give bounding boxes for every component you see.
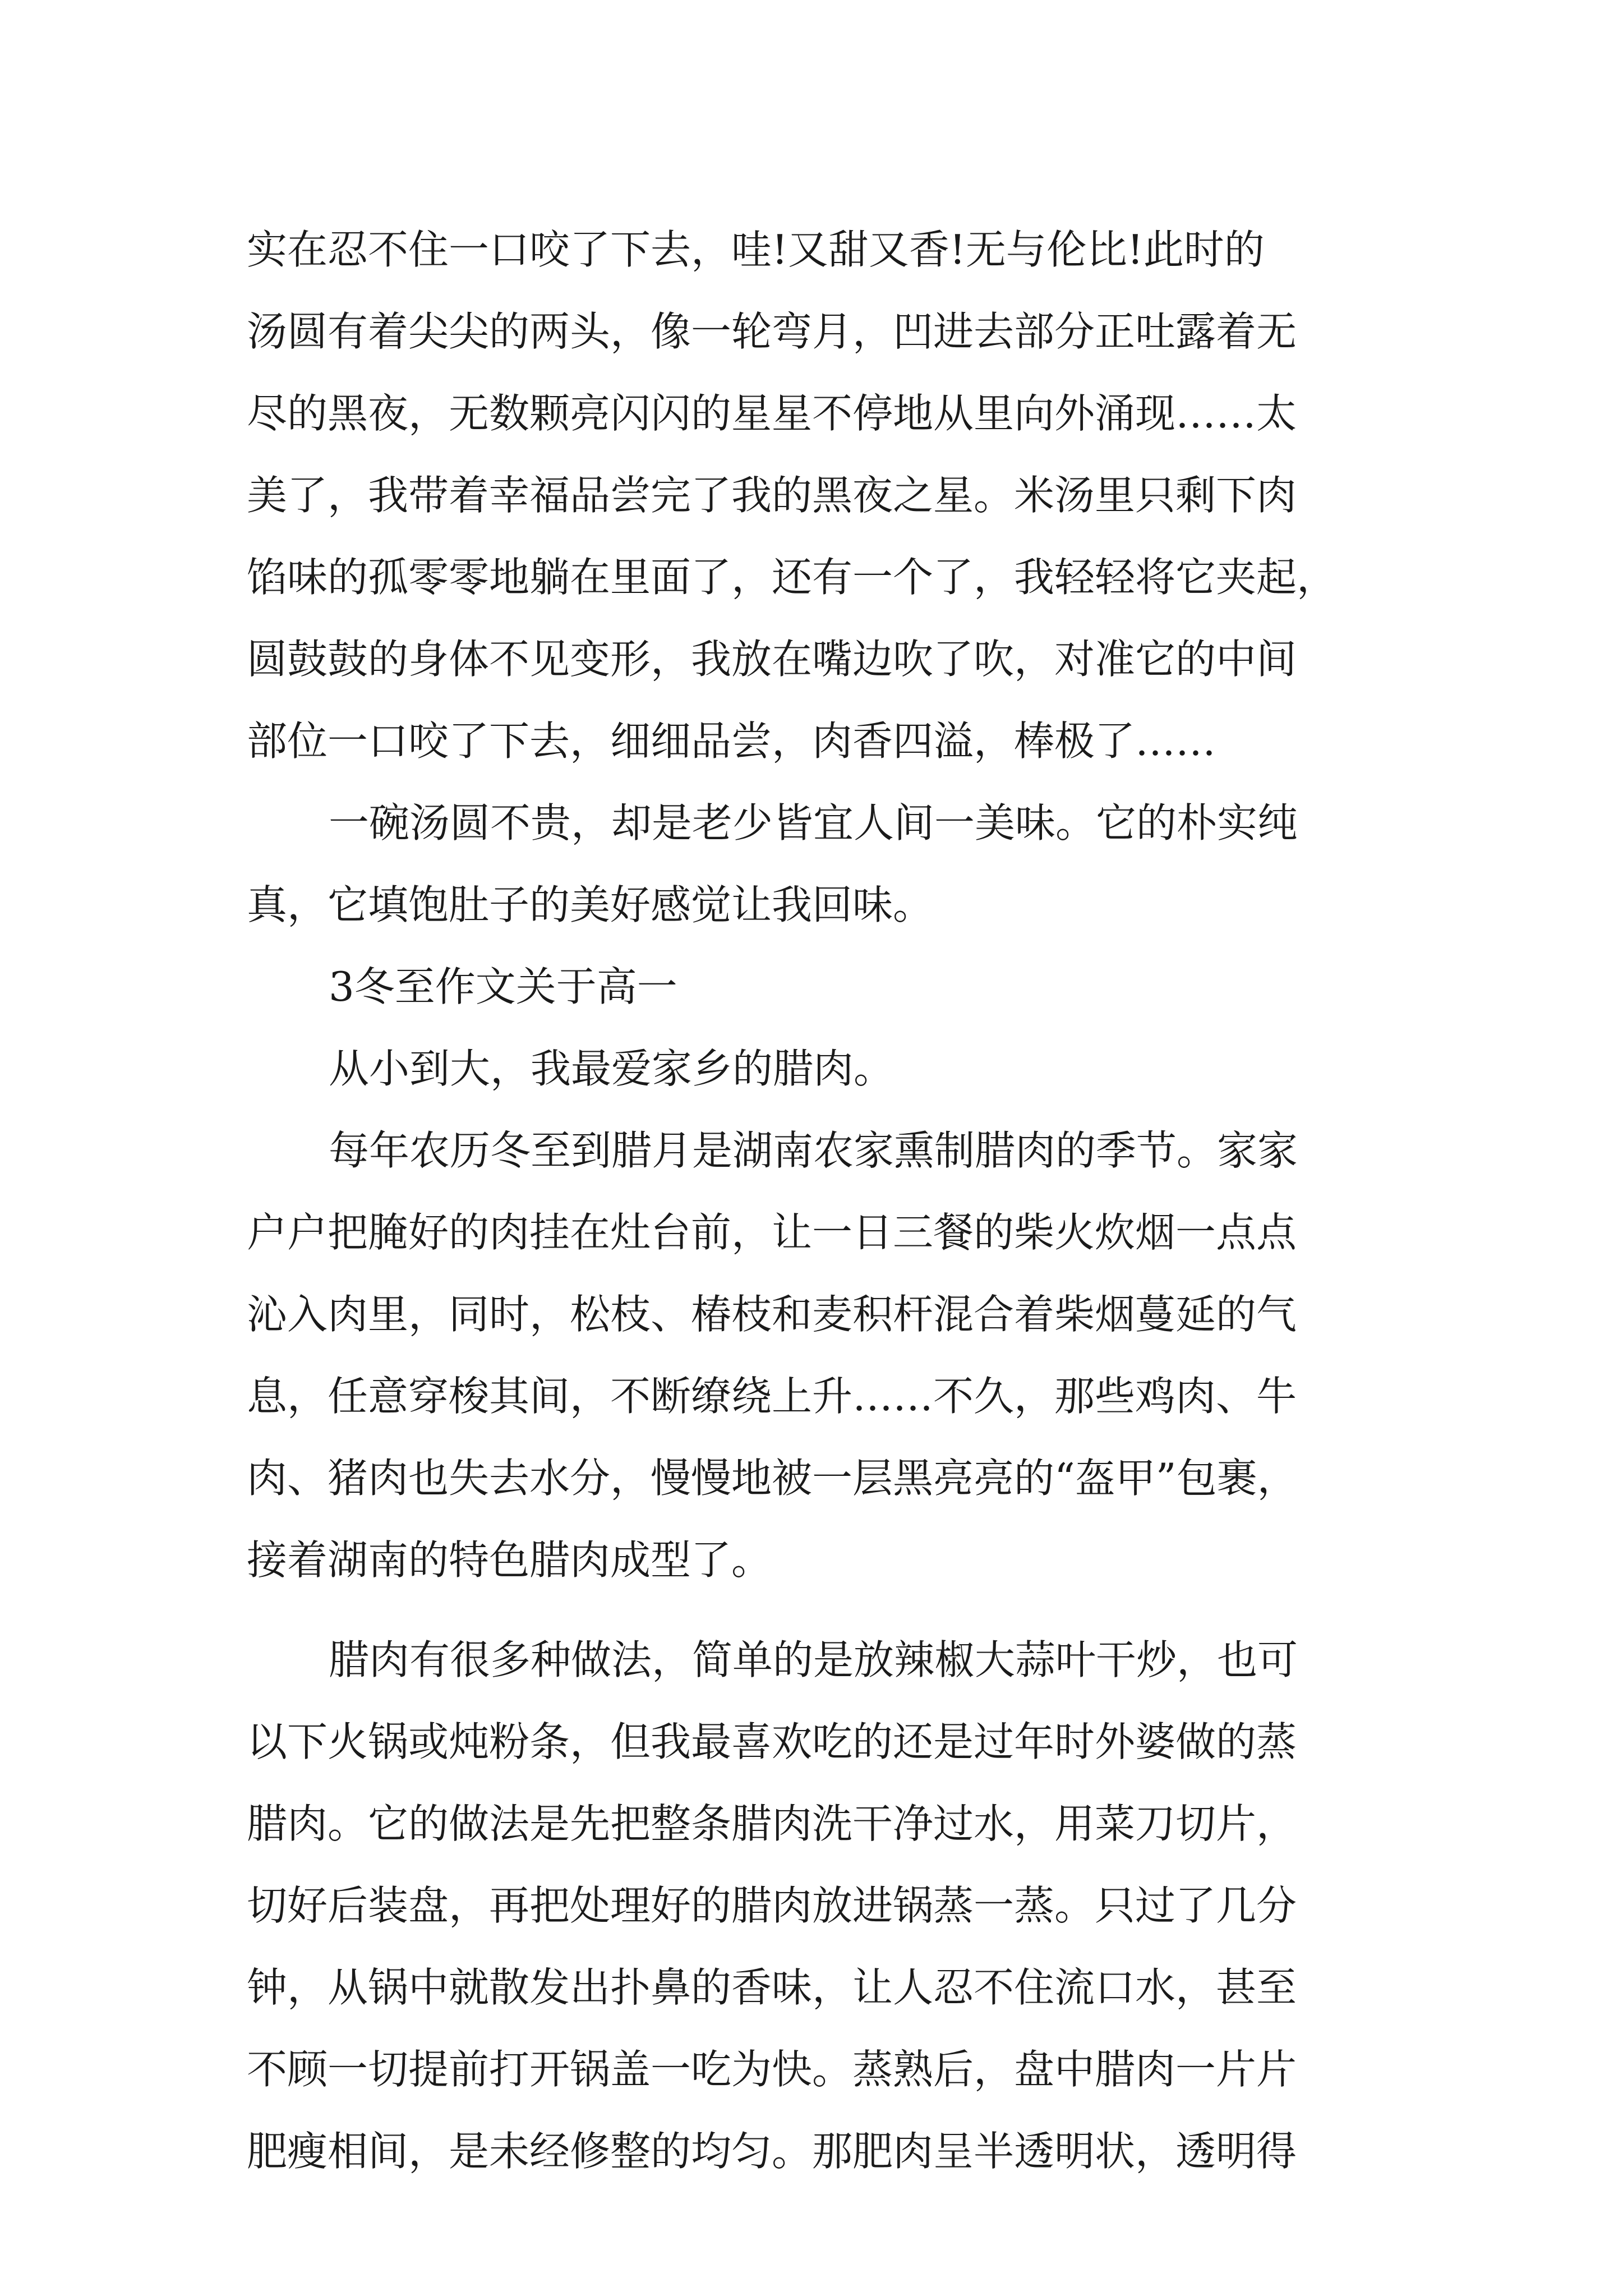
- text-line: 户户把腌好的肉挂在灶台前，让一日三餐的柴火炊烟一点点: [247, 1209, 1297, 1256]
- text-line: 每年农历冬至到腊月是湖南农家熏制腊肉的季节。家家: [329, 1127, 1298, 1174]
- text-line: 切好后装盘，再把处理好的腊肉放进锅蒸一蒸。只过了几分: [247, 1882, 1297, 1929]
- text-line: 馅味的孤零零地躺在里面了，还有一个了，我轻轻将它夹起，: [247, 554, 1338, 601]
- text-line: 一碗汤圆不贵，却是老少皆宜人间一美味。它的朴实纯: [329, 799, 1298, 846]
- text-line: 腊肉有很多种做法，简单的是放辣椒大蒜叶干炒，也可: [329, 1636, 1298, 1683]
- document-body: [247, 209, 1380, 2192]
- text-line: 部位一口咬了下去，细细品尝，肉香四溢，棒极了……: [247, 717, 1216, 765]
- text-line: 息，任意穿梭其间，不断缭绕上升……不久，那些鸡肉、牛: [247, 1373, 1297, 1420]
- text-line: 肥瘦相间，是未经修整的均匀。那肥肉呈半透明状，透明得: [247, 2128, 1297, 2175]
- text-line: 钟，从锅中就散发出扑鼻的香味，让人忍不住流口水，甚至: [247, 1964, 1297, 2011]
- text-line: 圆鼓鼓的身体不见变形，我放在嘴边吹了吹，对准它的中间: [247, 636, 1297, 683]
- text-line: 汤圆有着尖尖的两头，像一轮弯月，凹进去部分正吐露着无: [247, 308, 1297, 355]
- text-line: 肉、猪肉也失去水分，慢慢地被一层黑亮亮的“盔甲”包裹，: [247, 1455, 1298, 1502]
- text-line: 尽的黑夜，无数颗亮闪闪的星星不停地从里向外涌现……太: [247, 390, 1297, 437]
- text-line: 实在忍不住一口咬了下去，哇!又甜又香!无与伦比!此时的: [247, 226, 1265, 273]
- text-line: 腊肉。它的做法是先把整条腊肉洗干净过水，用菜刀切片，: [247, 1800, 1297, 1847]
- text-line: 以下火锅或炖粉条，但我最喜欢吃的还是过年时外婆做的蒸: [247, 1718, 1297, 1765]
- text-line: 接着湖南的特色腊肉成型了。: [247, 1536, 772, 1584]
- text-line: 真，它填饱肚子的美好感觉让我回味。: [247, 881, 934, 928]
- text-line: 不顾一切提前打开锅盖一吃为快。蒸熟后，盘中腊肉一片片: [247, 2046, 1297, 2093]
- text-line: 沁入肉里，同时，松枝、椿枝和麦积杆混合着柴烟蔓延的气: [247, 1291, 1297, 1338]
- text-line: 从小到大，我最爱家乡的腊肉。: [329, 1045, 895, 1092]
- text-line: 美了，我带着幸福品尝完了我的黑夜之星。米汤里只剩下肉: [247, 472, 1297, 519]
- section-heading: 3冬至作文关于高一: [329, 963, 677, 1010]
